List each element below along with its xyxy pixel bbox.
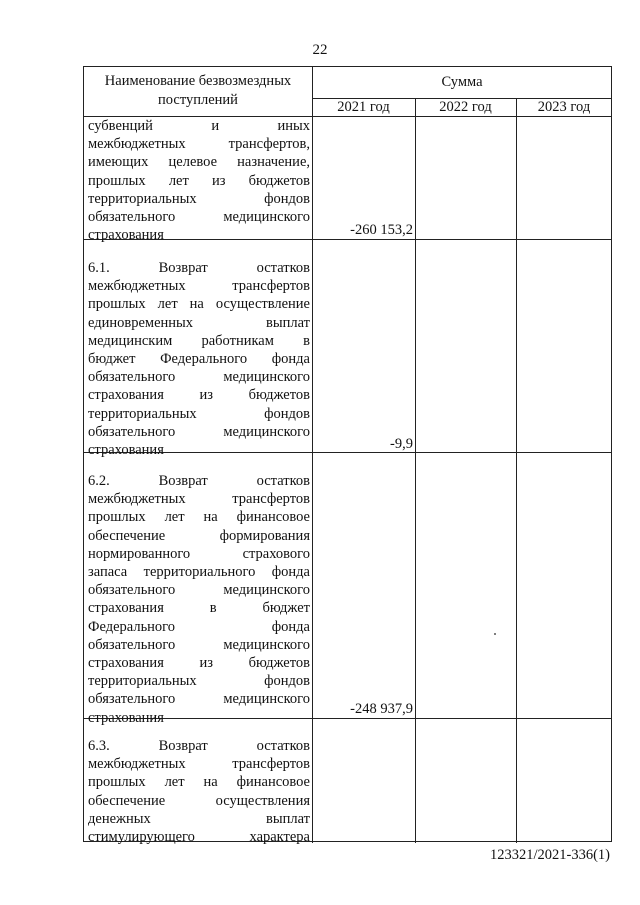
row-1-line: прошлых лет из бюджетов	[88, 172, 310, 189]
row-2-value-2021: -9,9	[390, 436, 413, 452]
col-divider-2022	[516, 98, 517, 843]
row-2-line: межбюджетных трансфертов	[88, 278, 310, 295]
row-1-line: обязательного медицинского	[88, 209, 310, 226]
row-4-line: обеспечение осуществления	[88, 792, 310, 809]
col-divider-2021	[415, 98, 416, 843]
row-2-line: 6.1. Возврат остатков	[88, 260, 310, 276]
row-3-line: обязательного медицинского	[88, 582, 310, 599]
row-3-line: страхования	[88, 709, 164, 726]
header-year-2023: 2023 год	[537, 99, 591, 115]
row-4-line: денежных выплат	[88, 810, 310, 827]
row-3-line: обязательного медицинского	[88, 636, 310, 653]
header-sum-cell: Сумма	[441, 74, 483, 90]
row-3-line: обязательного медицинского	[88, 691, 310, 708]
header-name-cell	[84, 72, 312, 110]
row-4-line: 6.3. Возврат остатков	[88, 738, 310, 754]
row-1-line: территориальных фондов	[88, 190, 310, 207]
row-3-line: запаса территориального фонда	[88, 564, 310, 581]
row-1-line: страхования	[88, 227, 164, 244]
row-2-line: обязательного медицинского	[88, 369, 310, 386]
row-3-name	[88, 472, 310, 727]
row-2-line: медицинским работникам в	[88, 332, 310, 349]
row-1-line: межбюджетных трансфертов,	[88, 136, 310, 153]
header-year-2021: 2021 год	[337, 99, 390, 115]
row-3-value-2021: -248 937,9	[350, 701, 413, 717]
document-code: 123321/2021-336(1)	[489, 847, 610, 863]
row-2-line: страхования	[88, 442, 164, 459]
row-3-line: 6.2. Возврат остатков	[88, 473, 310, 489]
row-3-line: нормированного страхового	[88, 545, 310, 562]
row-2-line: страхования из бюджетов	[88, 387, 310, 404]
row-4-line: стимулирующего характера	[88, 829, 310, 846]
row-2-line: обязательного медицинского	[88, 423, 310, 440]
row-1-line: имеющих целевое назначение,	[88, 154, 310, 171]
scan-speck	[494, 633, 496, 635]
row-3-line: межбюджетных трансфертов	[88, 491, 310, 508]
row-1-name	[88, 117, 310, 244]
row-2-line: бюджет Федерального фонда	[88, 351, 310, 368]
row-4-line: межбюджетных трансфертов	[88, 756, 310, 773]
row-3-line: прошлых лет на финансовое	[88, 509, 310, 526]
header-name-line: Наименование безвозмездных	[104, 73, 292, 89]
revenue-table	[83, 66, 612, 846]
row-4-name	[88, 737, 310, 846]
row-4-line: прошлых лет на финансовое	[88, 774, 310, 791]
row-3-line: территориальных фондов	[88, 673, 310, 690]
row-3-line: обеспечение формирования	[88, 527, 310, 544]
row-3-line: Федерального фонда	[88, 618, 310, 635]
row-1-line: субвенций и иных	[88, 118, 310, 134]
row-2-line: территориальных фондов	[88, 405, 310, 422]
row-2-line: единовременных выплат	[88, 314, 310, 331]
row-3-line: страхования в бюджет	[88, 600, 310, 617]
row-3-line: страхования из бюджетов	[88, 655, 310, 672]
row-2-name	[88, 259, 310, 459]
row-2-line: прошлых лет на осуществление	[88, 296, 310, 313]
page-number: 22	[312, 42, 328, 58]
header-name-line: поступлений	[158, 92, 238, 108]
row-1-value-2021: -260 153,2	[350, 222, 413, 238]
col-divider-name	[312, 67, 313, 843]
header-year-2022: 2022 год	[439, 99, 492, 115]
